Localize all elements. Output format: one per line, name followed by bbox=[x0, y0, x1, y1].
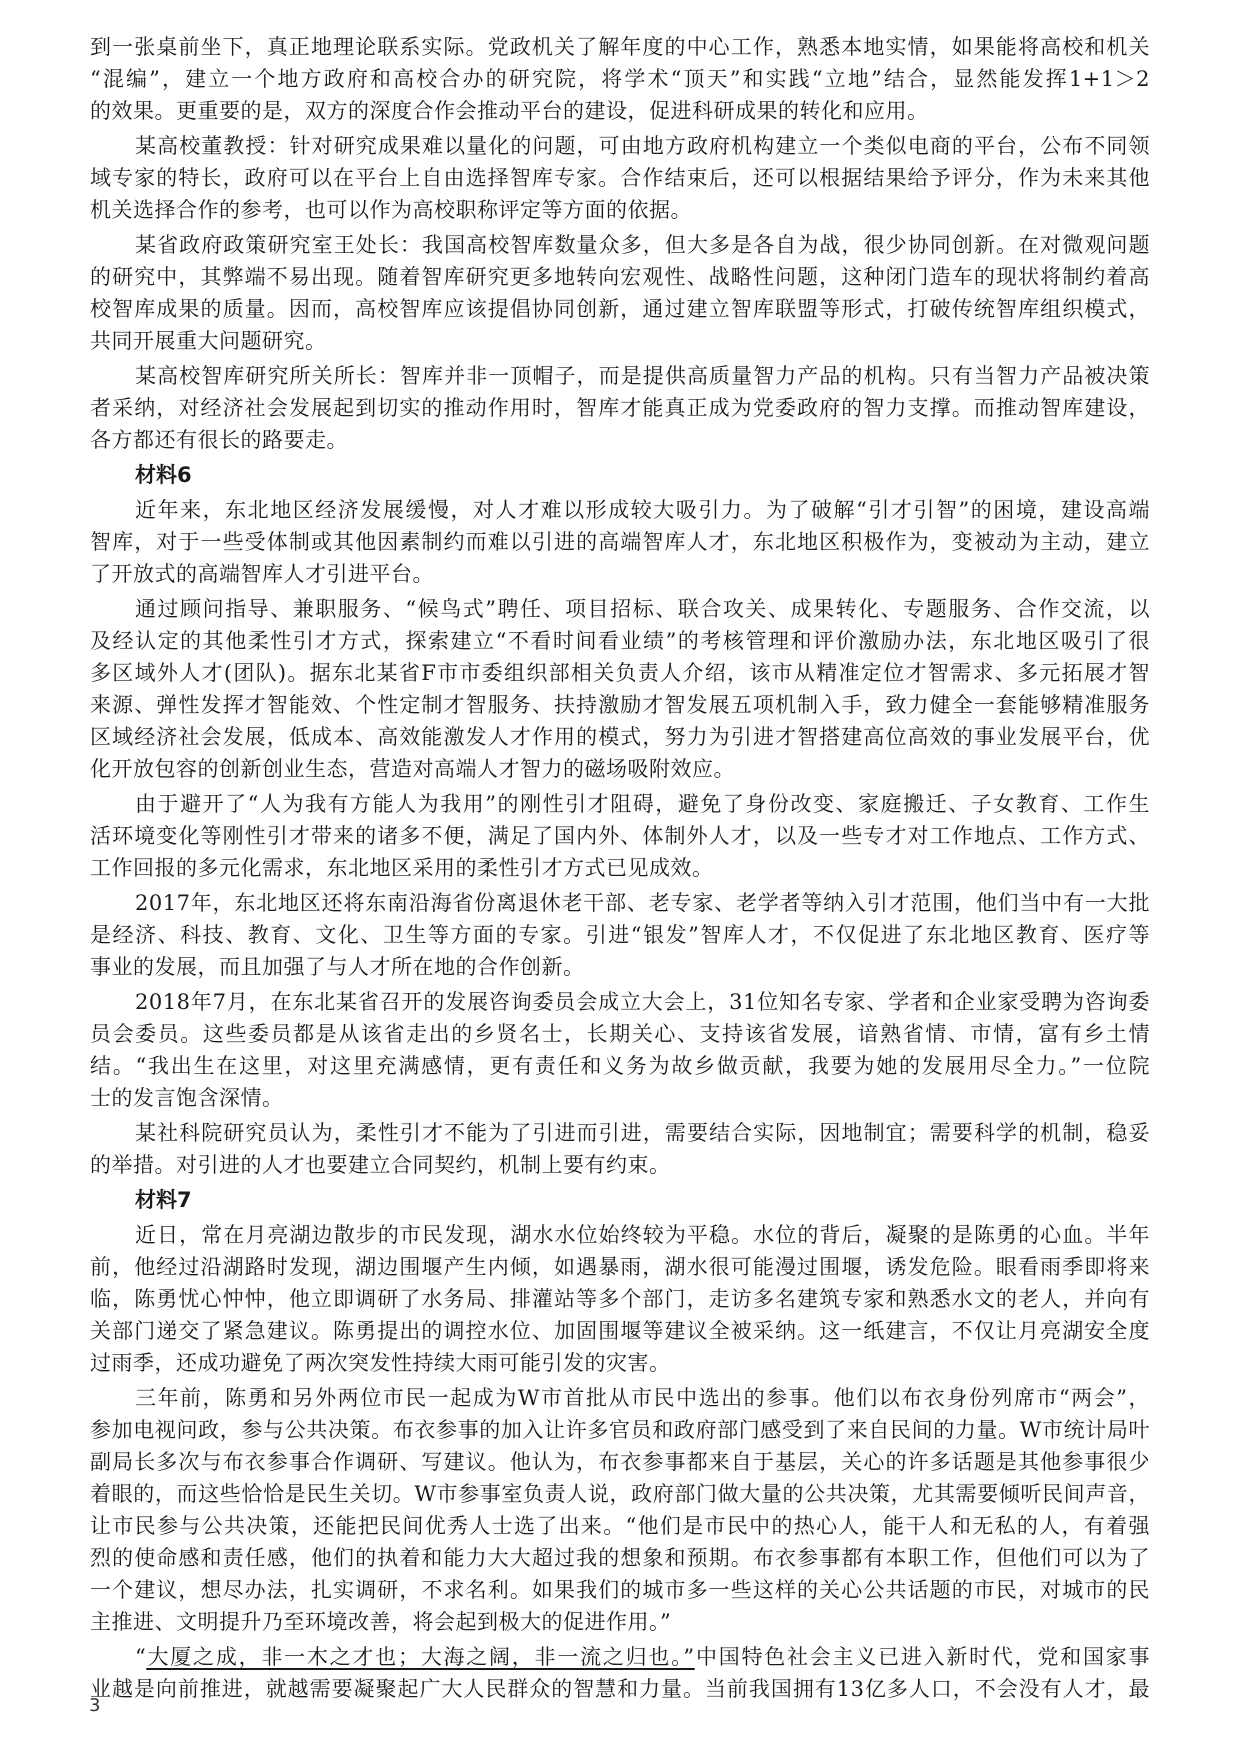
text-line: 近年来，东北地区经济发展缓慢，对人才难以形成较大吸引力。为了破解“引才引智”的困境，建设高端 bbox=[135, 498, 1150, 522]
text-line: 某高校董教授：针对研究成果难以量化的问题，可由地方政府机构建立一个类似电商的平台，公布不同领 bbox=[135, 134, 1150, 158]
paragraph bbox=[90, 1117, 1150, 1181]
text-line: 主推进、文明提升乃至环境改善，将会起到极大的促进作用。” bbox=[90, 1610, 672, 1634]
text-line bbox=[90, 1641, 1150, 1673]
text-line: 来源、弹性发挥才智能效、个性定制才智服务、扶持激励才智发展五项机制入手，致力健全一套能够精准服务 bbox=[90, 693, 1150, 717]
text-line: 关部门递交了紧急建议。陈勇提出的调控水位、加固围堰等建议全被采纳。这一纸建言，不仅让月亮湖安全度 bbox=[90, 1319, 1150, 1343]
text-line: 工作回报的多元化需求，东北地区采用的柔性引才方式已见成效。 bbox=[90, 856, 714, 880]
text-line: 校智库成果的质量。因而，高校智库应该提倡协同创新，通过建立智库联盟等形式，打破传统智库组织模式， bbox=[90, 297, 1150, 321]
text-line: “混编”，建立一个地方政府和高校合办的研究院，将学术“顶天”和实践“立地”结合，显然能发挥1+1＞2 bbox=[90, 67, 1150, 91]
text-line: 是经济、科技、教育、文化、卫生等方面的专家。引进“银发”智库人才，不仅促进了东北地区教育、医疗等 bbox=[90, 923, 1150, 947]
text-line: 过雨季，还成功避免了两次突发性持续大雨可能引发的灾害。 bbox=[90, 1351, 671, 1375]
text-line: 事业的发展，而且加强了与人才所在地的合作创新。 bbox=[90, 955, 585, 979]
section-heading: 材料6 bbox=[135, 463, 192, 487]
paragraph bbox=[90, 1219, 1150, 1379]
text-line: 由于避开了“人为我有方能人为我用”的刚性引才阻碍，避免了身份改变、家庭搬迁、子女教育、工作生 bbox=[135, 792, 1150, 816]
text-line: 士的发言饱含深情。 bbox=[90, 1086, 284, 1110]
text-line: 的效果。更重要的是，双方的深度合作会推动平台的建设，促进科研成果的转化和应用。 bbox=[90, 99, 929, 123]
paragraph bbox=[90, 593, 1150, 785]
paragraph bbox=[90, 788, 1150, 884]
document-body bbox=[90, 31, 1150, 1708]
text-segment: “ bbox=[135, 1645, 147, 1669]
paragraph bbox=[90, 229, 1150, 357]
text-line: 共同开展重大问题研究。 bbox=[90, 329, 327, 353]
text-line: 多区域外人才(团队)。据东北某省F市市委组织部相关负责人介绍，该市从精准定位才智需求、多元拓展才智 bbox=[90, 661, 1150, 685]
text-line: 者采纳，对经济社会发展起到切实的推动作用时，智库才能真正成为党委政府的智力支撑。而推动智库建设， bbox=[90, 396, 1150, 420]
text-line: 通过顾问指导、兼职服务、“候鸟式”聘任、项目招标、联合攻关、成果转化、专题服务、合作交流，以 bbox=[135, 597, 1150, 621]
text-line: 员会委员。这些委员都是从该省走出的乡贤名士，长期关心、支持该省发展，谙熟省情、市情，富有乡土情 bbox=[90, 1022, 1150, 1046]
underlined-quote: 大厦之成，非一木之才也；大海之阔，非一流之归也。” bbox=[146, 1645, 695, 1669]
text-line: 区域经济社会发展，低成本、高效能激发人才作用的模式，努力为引进才智搭建高位高效的事业发展平台，优 bbox=[90, 725, 1150, 749]
text-line: 2017年，东北地区还将东南沿海省份离退休老干部、老专家、老学者等纳入引才范围，他们当中有一大批 bbox=[135, 891, 1150, 915]
paragraph bbox=[90, 1641, 1150, 1705]
text-line: 近日，常在月亮湖边散步的市民发现，湖水水位始终较为平稳。水位的背后，凝聚的是陈勇的心血。半年 bbox=[135, 1223, 1150, 1247]
text-line: 临，陈勇忧心忡忡，他立即调研了水务局、排灌站等多个部门，走访多名建筑专家和熟悉水文的老人，并向有 bbox=[90, 1287, 1150, 1311]
text-line: 三年前，陈勇和另外两位市民一起成为W市首批从市民中选出的参事。他们以布衣身份列席市“两会”， bbox=[135, 1386, 1150, 1410]
text-line: 的举措。对引进的人才也要建立合同契约，机制上要有约束。 bbox=[90, 1153, 671, 1177]
text-line: 烈的使命感和责任感，他们的执着和能力大大超过我的想象和预期。布衣参事都有本职工作，但他们可以为了 bbox=[90, 1546, 1150, 1570]
text-line: 化开放包容的创新创业生态，营造对高端人才智力的磁场吸附效应。 bbox=[90, 757, 735, 781]
text-line: 智库，对于一些受体制或其他因素制约而难以引进的高端智库人才，东北地区积极作为，变被动为主动，建立 bbox=[90, 530, 1150, 554]
text-line: 到一张桌前坐下，真正地理论联系实际。党政机关了解年度的中心工作，熟悉本地实情，如果能将高校和机关 bbox=[90, 35, 1150, 59]
text-line: 2018年7月，在东北某省召开的发展咨询委员会成立大会上，31位知名专家、学者和企业家受聘为咨询委 bbox=[135, 990, 1150, 1014]
page-number: 3 bbox=[89, 1695, 101, 1716]
text-line: 一个建议，想尽办法，扎实调研，不求名利。如果我们的城市多一些这样的关心公共话题的市民，对城市的民 bbox=[90, 1578, 1150, 1602]
paragraph bbox=[90, 1382, 1150, 1638]
text-line: 副局长多次与布衣参事合作调研、写建议。他认为，布衣参事都来自于基层，关心的许多话题是其他参事很少 bbox=[90, 1450, 1150, 1474]
text-line: 让市民参与公共决策，还能把民间优秀人士选了出来。“他们是市民中的热心人，能干人和无私的人，有着强 bbox=[90, 1514, 1150, 1538]
text-line: 机关选择合作的参考，也可以作为高校职称评定等方面的依据。 bbox=[90, 198, 692, 222]
text-line: 域专家的特长，政府可以在平台上自由选择智库专家。合作结束后，还可以根据结果给予评分，作为未来其他 bbox=[90, 166, 1150, 190]
paragraph bbox=[90, 130, 1150, 226]
text-line: 结。“我出生在这里，对这里充满感情，更有责任和义务为故乡做贡献，我要为她的发展用尽全力。”一位院 bbox=[90, 1054, 1150, 1078]
text-line: 的研究中，其弊端不易出现。随着智库研究更多地转向宏观性、战略性问题，这种闭门造车的现状将制约着高 bbox=[90, 265, 1150, 289]
text-line: 业越是向前推进，就越需要凝聚起广大人民群众的智慧和力量。当前我国拥有13亿多人口，不会没有人才，最 bbox=[90, 1677, 1150, 1701]
text-line: 前，他经过沿湖路时发现，湖边围堰产生内倾，如遇暴雨，湖水很可能漫过围堰，诱发危险。眼看雨季即将来 bbox=[90, 1255, 1150, 1279]
text-line: 及经认定的其他柔性引才方式，探索建立“不看时间看业绩”的考核管理和评价激励办法，东北地区吸引了很 bbox=[90, 629, 1150, 653]
text-line: 某省政府政策研究室王处长：我国高校智库数量众多，但大多是各自为战，很少协同创新。在对微观问题 bbox=[135, 233, 1150, 257]
paragraph bbox=[90, 986, 1150, 1114]
text-line: 某高校智库研究所关所长：智库并非一顶帽子，而是提供高质量智力产品的机构。只有当智力产品被决策 bbox=[135, 364, 1150, 388]
text-line: 参加电视问政，参与公共决策。布衣参事的加入让许多官员和政府部门感受到了来自民间的力量。W市统计局叶 bbox=[90, 1418, 1150, 1442]
text-line: 某社科院研究员认为，柔性引才不能为了引进而引进，需要结合实际，因地制宜；需要科学的机制，稳妥 bbox=[135, 1121, 1150, 1145]
text-segment: 中国特色社会主义已进入新时代，党和国家事 bbox=[694, 1645, 1151, 1669]
text-line: 各方都还有很长的路要走。 bbox=[90, 428, 348, 452]
paragraph bbox=[90, 31, 1150, 127]
paragraph bbox=[90, 494, 1150, 590]
paragraph bbox=[90, 360, 1150, 456]
section-heading: 材料7 bbox=[135, 1188, 192, 1212]
text-line: 了开放式的高端智库人才引进平台。 bbox=[90, 562, 434, 586]
text-line: 着眼的，而这些恰恰是民生关切。W市参事室负责人说，政府部门做大量的公共决策，尤其需要倾听民间声音， bbox=[90, 1482, 1150, 1506]
paragraph bbox=[90, 887, 1150, 983]
text-line: 活环境变化等刚性引才带来的诸多不便，满足了国内外、体制外人才，以及一些专才对工作地点、工作方式、 bbox=[90, 824, 1150, 848]
